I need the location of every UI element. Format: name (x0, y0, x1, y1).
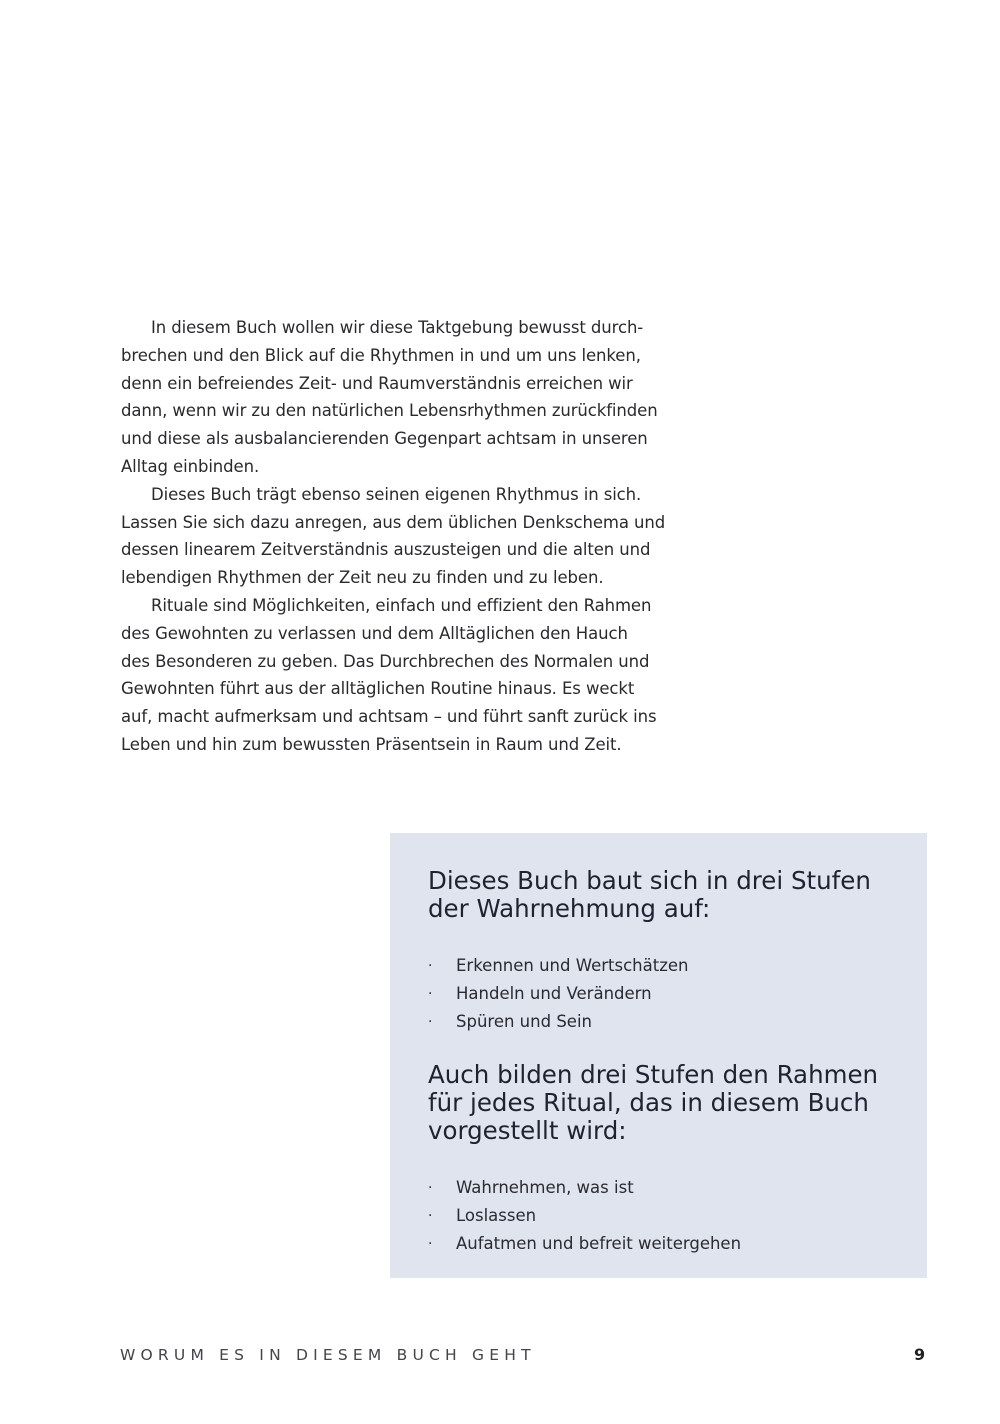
bullet-icon: · (428, 1180, 433, 1196)
list-item (428, 1230, 741, 1258)
heading-line: Dieses Buch baut sich in drei Stufen (428, 866, 871, 895)
list-item-label: Handeln und Verändern (456, 984, 652, 1003)
list-item-label: Erkennen und Wertschätzen (456, 956, 689, 975)
text-line: lebendigen Rhythmen der Zeit neu zu finden und zu leben. (121, 568, 604, 588)
paragraph-1 (121, 314, 681, 481)
heading-line: Auch bilden drei Stufen den Rahmen (428, 1060, 879, 1089)
perception-stages-list (428, 952, 688, 1036)
list-item-label: Wahrnehmen, was ist (456, 1178, 634, 1197)
text-line: auf, macht aufmerksam und achtsam – und führt sanft zurück ins (121, 707, 657, 727)
text-line: brechen und den Blick auf die Rhythmen in und um uns lenken, (121, 345, 641, 365)
heading-line: für jedes Ritual, das in diesem Buch (428, 1088, 869, 1117)
paragraph-2 (121, 481, 681, 592)
info-box (390, 833, 927, 1278)
text-line: und diese als ausbalancierenden Gegenpart achtsam in unseren (121, 429, 648, 449)
bullet-icon: · (428, 958, 433, 974)
text-line: Alltag einbinden. (121, 456, 260, 476)
paragraph-3 (121, 592, 681, 759)
text-line: dann, wenn wir zu den natürlichen Lebensrhythmen zurückfinden (121, 401, 658, 421)
bullet-icon: · (428, 1208, 433, 1224)
list-item (428, 1202, 741, 1230)
heading-line: vorgestellt wird: (428, 1116, 627, 1145)
text-line: des Besonderen zu geben. Das Durchbrechen des Normalen und (121, 651, 650, 671)
text-line: des Gewohnten zu verlassen und dem Alltäglichen den Hauch (121, 623, 628, 643)
list-item (428, 1174, 741, 1202)
text-line: denn ein befreiendes Zeit- und Raumverständnis erreichen wir (121, 373, 633, 393)
info-heading-ritual-frame (428, 1061, 878, 1145)
list-item (428, 952, 688, 980)
list-item-label: Loslassen (456, 1206, 537, 1225)
text-line: Gewohnten führt aus der alltäglichen Routine hinaus. Es weckt (121, 679, 635, 699)
bullet-icon: · (428, 986, 433, 1002)
text-line: Dieses Buch trägt ebenso seinen eigenen Rhythmus in sich. (151, 484, 642, 504)
running-footer-title: WORUM ES IN DIESEM BUCH GEHT (120, 1346, 536, 1364)
text-line: Rituale sind Möglichkeiten, einfach und effizient den Rahmen (151, 595, 652, 615)
list-item (428, 1008, 688, 1036)
bullet-icon: · (428, 1014, 433, 1030)
page-number: 9 (914, 1345, 926, 1364)
text-line: Lassen Sie sich dazu anregen, aus dem üblichen Denkschema und (121, 512, 666, 532)
ritual-stages-list (428, 1174, 741, 1258)
list-item-label: Spüren und Sein (456, 1012, 592, 1031)
heading-line: der Wahrnehmung auf: (428, 894, 711, 923)
info-heading-stages (428, 867, 871, 923)
body-text (121, 314, 681, 759)
list-item (428, 980, 688, 1008)
text-line: dessen linearem Zeitverständnis auszusteigen und die alten und (121, 540, 651, 560)
bullet-icon: · (428, 1236, 433, 1252)
text-line: Leben und hin zum bewussten Präsentsein in Raum und Zeit. (121, 734, 622, 754)
list-item-label: Aufatmen und befreit weitergehen (456, 1234, 742, 1253)
text-line: In diesem Buch wollen wir diese Taktgebung bewusst durch- (151, 318, 644, 337)
